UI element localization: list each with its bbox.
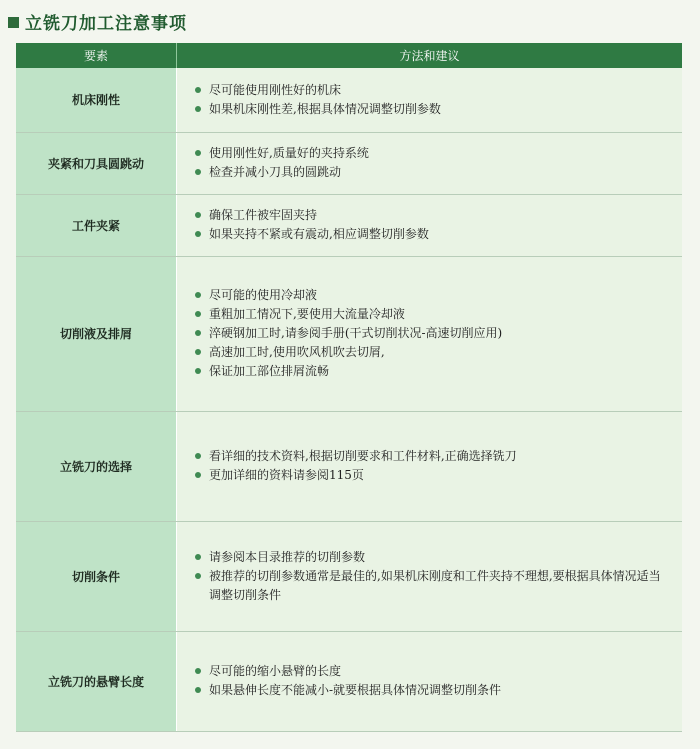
factor-cell: 立铣刀的悬臂长度 [16,631,177,731]
factor-cell: 夹紧和刀具圆跳动 [16,132,177,194]
advice-cell [177,411,683,521]
list-item: 使用刚性好,质量好的夹持系统 [195,144,668,163]
advice-cell [177,521,683,631]
advice-cell [177,256,683,411]
table-row [16,132,682,194]
title-bar [8,8,187,34]
table-row [16,68,682,132]
factor-cell: 机床刚性 [16,68,177,132]
factor-cell: 立铣刀的选择 [16,411,177,521]
header-advice: 方法和建议 [177,43,683,68]
factor-cell: 切削液及排屑 [16,256,177,411]
guidelines-table [16,43,682,732]
list-item: 高速加工时,使用吹风机吹去切屑, [195,343,668,362]
advice-cell [177,132,683,194]
list-item: 重粗加工情况下,要使用大流量冷却液 [195,305,668,324]
list-item: 保证加工部位排屑流畅 [195,362,668,381]
table-row [16,631,682,731]
table-row [16,521,682,631]
list-item: 检查并减小刀具的圆跳动 [195,163,668,182]
factor-cell: 工件夹紧 [16,194,177,256]
list-item: 尽可能的使用冷却液 [195,286,668,305]
list-item: 看详细的技术资料,根据切削要求和工件材料,正确选择铣刀 [195,447,668,466]
table-row [16,411,682,521]
table-row [16,194,682,256]
list-item: 请参阅本目录推荐的切削参数 [195,548,668,567]
list-item: 淬硬钢加工时,请参阅手册(干式切削状况-高速切削应用) [195,324,668,343]
list-item: 尽可能的缩小悬臂的长度 [195,662,668,681]
advice-cell [177,631,683,731]
list-item: 如果悬伸长度不能减小-就要根据具体情况调整切削条件 [195,681,668,700]
list-item: 尽可能使用刚性好的机床 [195,81,668,100]
table-header-row [16,43,682,68]
advice-cell [177,194,683,256]
list-item: 如果机床刚性差,根据具体情况调整切削参数 [195,100,668,119]
header-factor: 要素 [16,43,177,68]
page-title: 立铣刀加工注意事项 [25,13,187,34]
table-row [16,256,682,411]
list-item: 确保工件被牢固夹持 [195,206,668,225]
square-bullet-icon [8,17,19,28]
factor-cell: 切削条件 [16,521,177,631]
list-item: 如果夹持不紧或有震动,相应调整切削参数 [195,225,668,244]
list-item: 更加详细的资料请参阅115页 [195,466,668,485]
advice-cell [177,68,683,132]
list-item: 被推荐的切削参数通常是最佳的,如果机床刚度和工件夹持不理想,要根据具体情况适当调整切削条件 [195,567,668,605]
